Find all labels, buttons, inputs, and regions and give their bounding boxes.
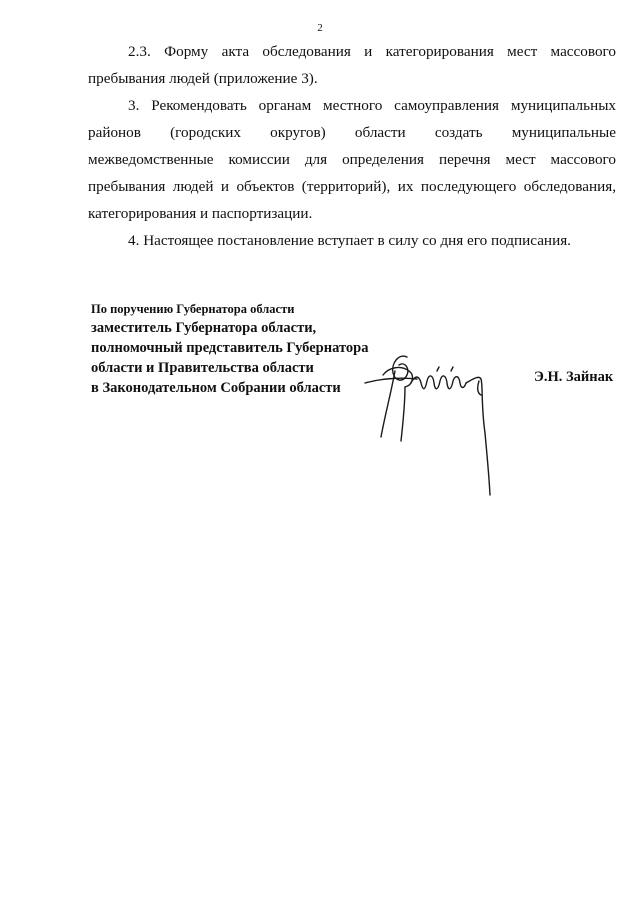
paragraph-3: 3. Рекомендовать органам местного самоуправления муниципальных районов (городских округов) области создать муниципальные межведомственные комиссии для определения перечня мест массового пребывания людей и объектов (территорий), их последующего обследования, категорирования и паспортизации. xyxy=(88,97,616,222)
paragraph-2-3: 2.3. Форму акта обследования и категорирования мест массового пребывания людей (приложение 3). xyxy=(88,43,616,87)
document-body xyxy=(88,38,616,254)
signatory-title-line: полномочный представитель Губернатора xyxy=(91,340,369,356)
signer-name: Э.Н. Зайнак xyxy=(534,369,614,385)
signatory-title-line: области и Правительства области xyxy=(91,360,314,376)
signatory-title-line: в Законодательном Собрании области xyxy=(91,380,341,396)
paragraph-4: 4. Настоящее постановление вступает в силу со дня его подписания. xyxy=(128,232,571,249)
signature-intro: По поручению Губернатора области xyxy=(91,302,295,316)
signatory-title-line: заместитель Губернатора области, xyxy=(91,320,317,336)
page-number: 2 xyxy=(317,22,323,34)
handwritten-signature xyxy=(355,345,505,500)
signatory-title xyxy=(91,318,368,398)
